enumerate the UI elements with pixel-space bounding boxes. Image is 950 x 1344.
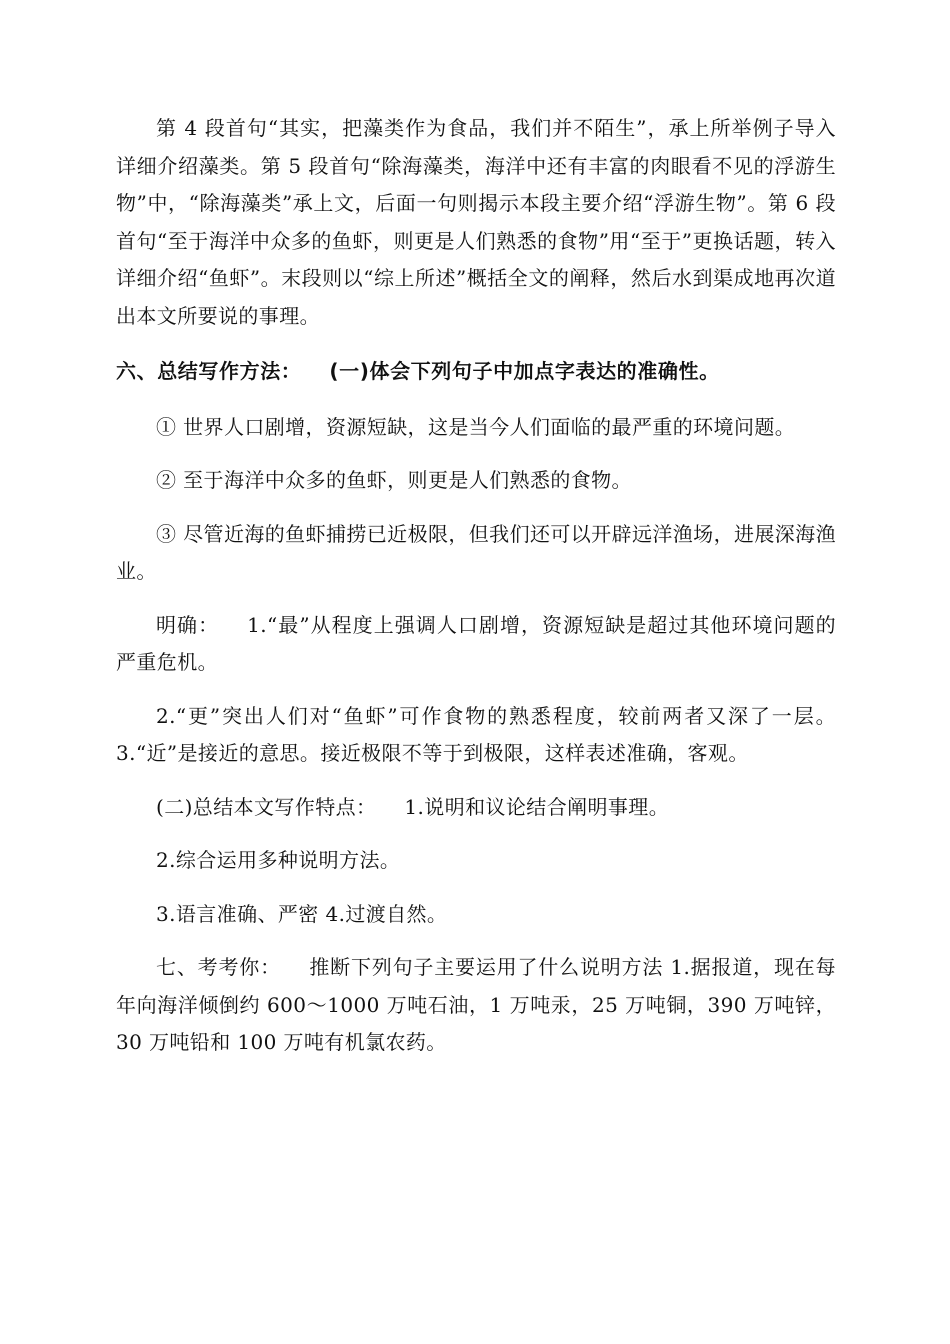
section-six-title: 六、总结写作方法： [116, 359, 302, 383]
paragraph-transitions: 第 4 段首句“其实，把藻类作为食品，我们并不陌生”，承上所举例子导入详细介绍藻类。第 5 段首句“除海藻类，海洋中还有丰富的肉眼看不见的浮游生物”中，“除海藻类”承上文，后面一句则揭示本段主要介绍“浮游生物”。第 6 段首句“至于海洋中众多的鱼虾，则更是人们熟悉的食物”用“至于”更换话题，转入详细介绍“鱼虾”。末段则以“综上所述”概括全文的阐释，然后水到渠成地再次道出本文所要说的事理。 [116, 116, 836, 328]
document-page [116, 110, 836, 1062]
features-heading [116, 789, 836, 827]
section-six-subtitle: (一)体会下列句子中加点字表达的准确性。 [329, 359, 720, 383]
feature-3-4: 3.语言准确、严密 4.过渡自然。 [156, 901, 448, 926]
example-sentence-3: ③ 尽管近海的鱼虾捕捞已近极限，但我们还可以开辟远洋渔场，进展深海渔业。 [116, 521, 836, 583]
feature-1: 1.说明和议论结合阐明事理。 [404, 794, 670, 819]
answer-paragraph-2: 2.“更”突出人们对“鱼虾”可作食物的熟悉程度，较前两者又深了一层。3.“近”是接近的意思。接近极限不等于到极限，这样表述准确，客观。 [116, 703, 836, 765]
example-sentence-1: ① 世界人口剧增，资源短缺，这是当今人们面临的最严重的环境问题。 [156, 414, 796, 439]
section-seven-paragraph [116, 949, 836, 1062]
section-six-heading [116, 353, 836, 391]
section-seven-title: 七、考考你： [156, 955, 281, 979]
answer-label: 明确： [156, 612, 220, 637]
example-sentence-2: ② 至于海洋中众多的鱼虾，则更是人们熟悉的食物。 [156, 468, 632, 492]
answer-point-1: 1.“最”从程度上强调人口剧增，资源短缺是超过其他环境问题的严重危机。 [116, 612, 837, 674]
answer-paragraph-1 [116, 607, 836, 682]
section-seven-question: 推断下列句子主要运用了什么说明方法 1.据报道，现在每年向海洋倾倒约 600～1000 万吨石油，1 万吨汞，25 万吨铜，390 万吨锌，30 万吨铅和 100 万吨有机氯农药。 [116, 955, 836, 1054]
features-title: (二)总结本文写作特点： [156, 794, 377, 819]
feature-2: 2.综合运用多种说明方法。 [156, 848, 401, 872]
